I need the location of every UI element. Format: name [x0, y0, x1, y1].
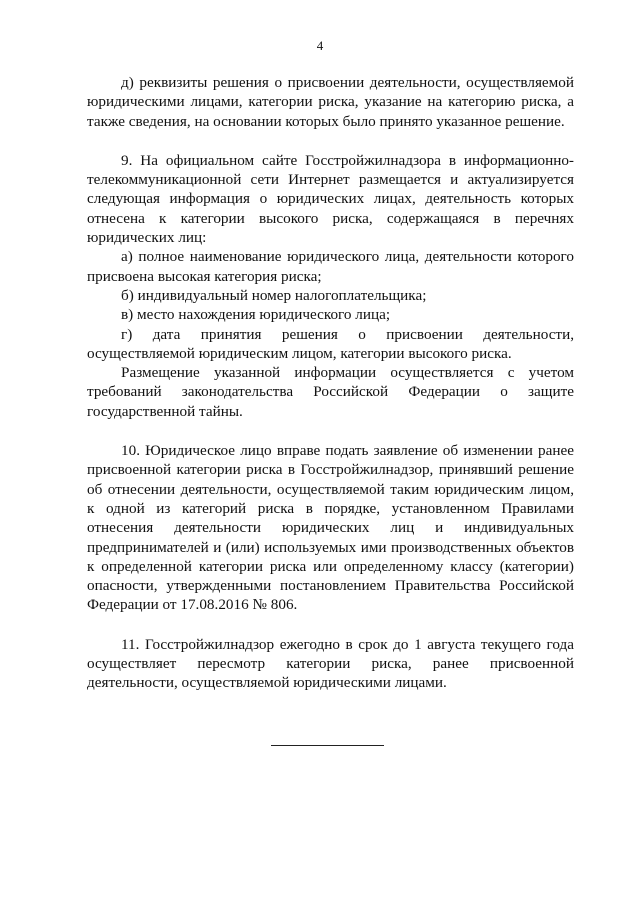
paragraph-10-change-request: 10. Юридическое лицо вправе подать заявление об изменении ранее присвоенной категории риска в Госстройжилнадзор, принявший решение об отнесении деятельности, осуществляемой таким юридическим лицом, к одной из категорий риска в порядке, установленном Правилами отнесения деятельности юридических лиц и индивидуальных предпринимателей и (или) используемых ими производственных объектов к определенной категории риска или определенному классу (категории) опасности, утвержденными постановлением Правительства Российской Федерации от 17.08.2016 № 806.: [87, 442, 574, 614]
list-item-b-inn: б) индивидуальный номер налогоплательщика;: [121, 286, 427, 304]
paragraph-item-d-requisites: д) реквизиты решения о присвоении деятельности, осуществляемой юридическими лицами, категории риска, указание на категорию риска, а также сведения, на основании которых было принято указанное решение.: [87, 74, 574, 130]
list-item-a-full-name: а) полное наименование юридического лица, деятельности которого присвоена высокая категория риска;: [87, 248, 574, 285]
list-item-g-decision-date: г) дата принятия решения о присвоении деятельности, осуществляемой юридическим лицом, категории высокого риска.: [87, 325, 574, 362]
paragraph-11-annual-review: 11. Госстройжилнадзор ежегодно в срок до 1 августа текущего года осуществляет пересмотр категории риска, ранее присвоенной деятельности, осуществляемой юридическими лицами.: [87, 635, 574, 692]
end-of-document-rule: [271, 745, 384, 746]
document-body: [87, 73, 574, 693]
list-item-v-location: в) место нахождения юридического лица;: [121, 306, 391, 324]
paragraph-state-secret: Размещение указанной информации осуществляется с учетом требований законодательства Российской Федерации о защите государственной тайны.: [87, 364, 574, 420]
paragraph-9-website-info: 9. На официальном сайте Госстройжилнадзора в информационно-телекоммуникационной сети Интернет размещается и актуализируется следующая информация о юридических лицах, деятельность которых отнесена к категории высокого риска, содержащаяся в перечнях юридических лиц:: [87, 151, 574, 247]
page-number: 4: [316, 38, 324, 53]
